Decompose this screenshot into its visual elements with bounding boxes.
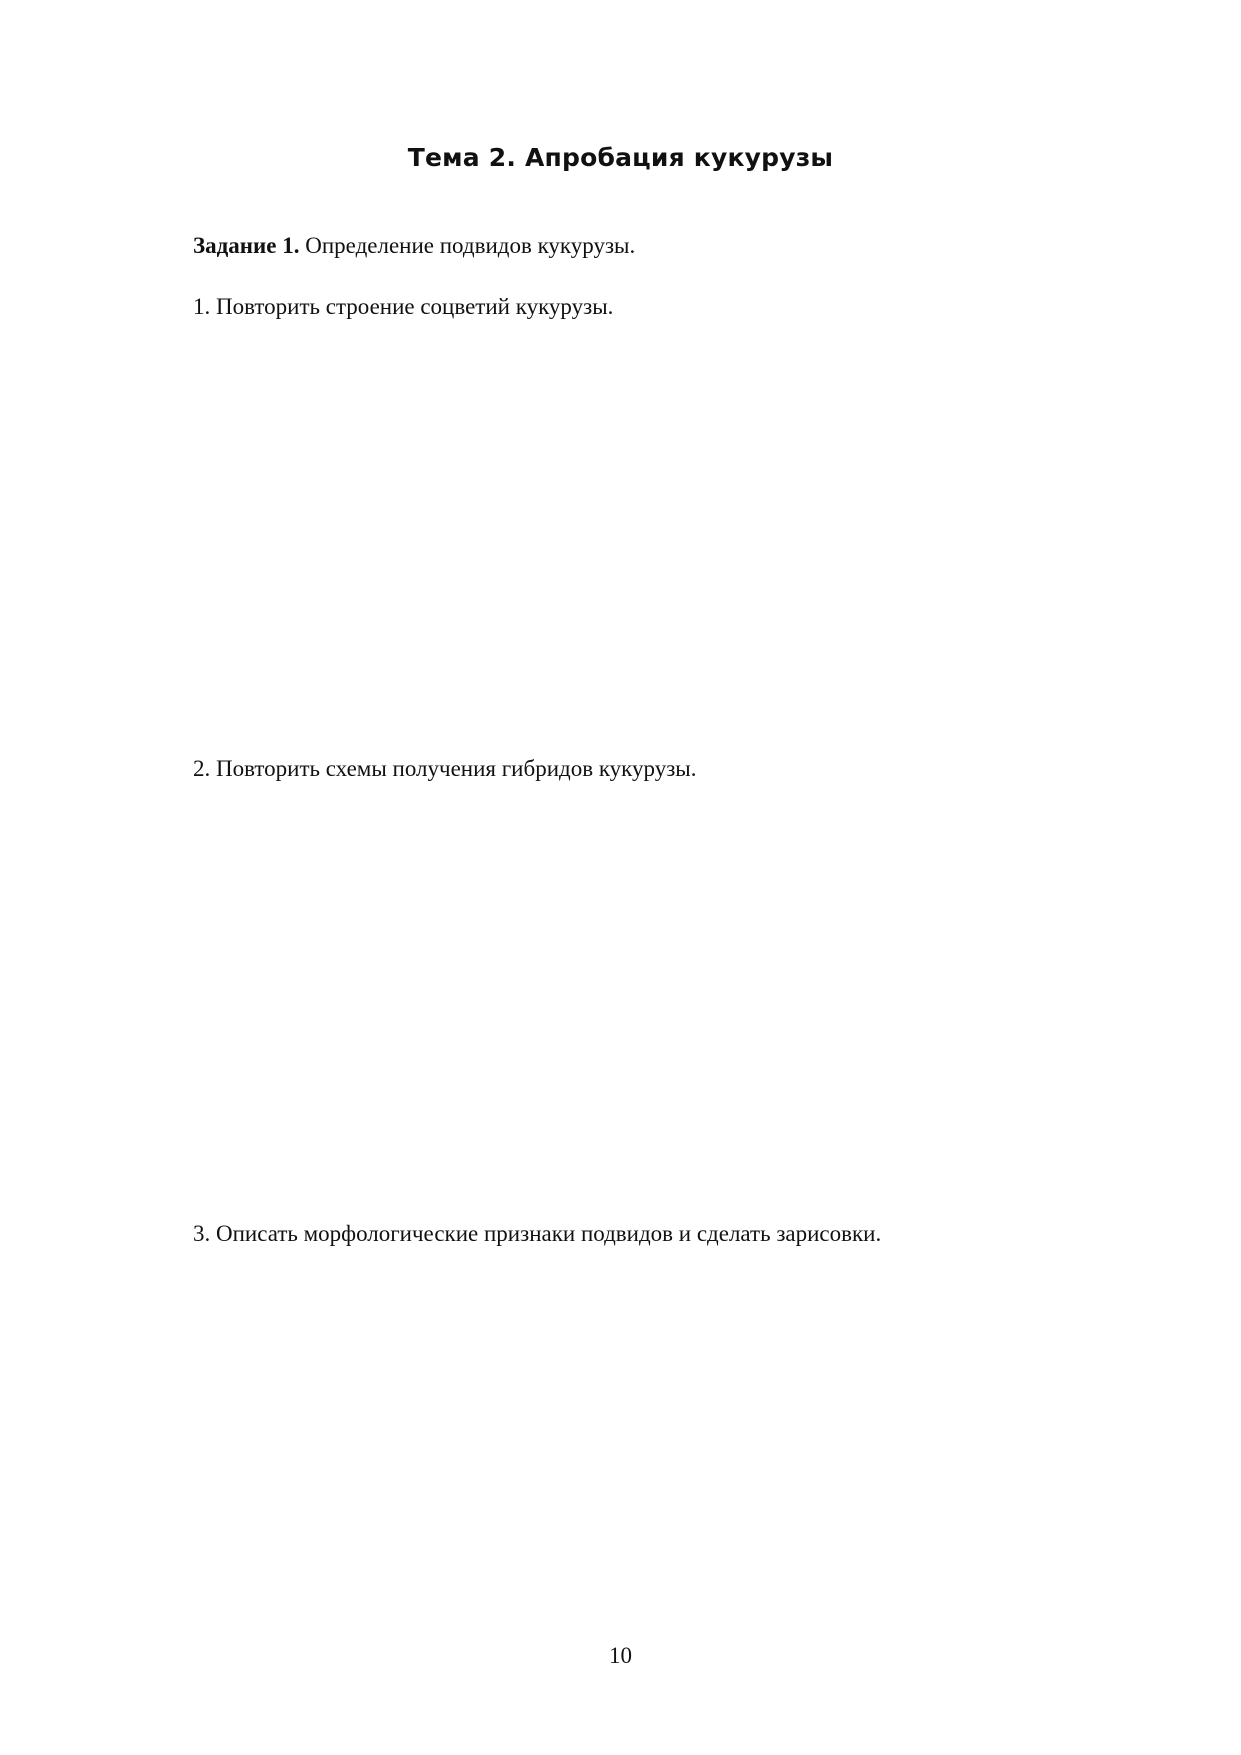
step-item: 2. Повторить схемы получения гибридов кукурузы.: [193, 756, 697, 781]
page-title: Тема 2. Апробация кукурузы: [407, 143, 834, 172]
step-item: 1. Повторить строение соцветий кукурузы.: [193, 294, 614, 319]
step-item: 3. Описать морфологические признаки подвидов и сделать зарисовки.: [193, 1221, 882, 1246]
task-text: Определение подвидов кукурузы.: [299, 233, 636, 258]
task-label: Задание 1.: [193, 233, 300, 258]
page-number: 10: [609, 1643, 632, 1668]
task-heading: [193, 233, 635, 259]
